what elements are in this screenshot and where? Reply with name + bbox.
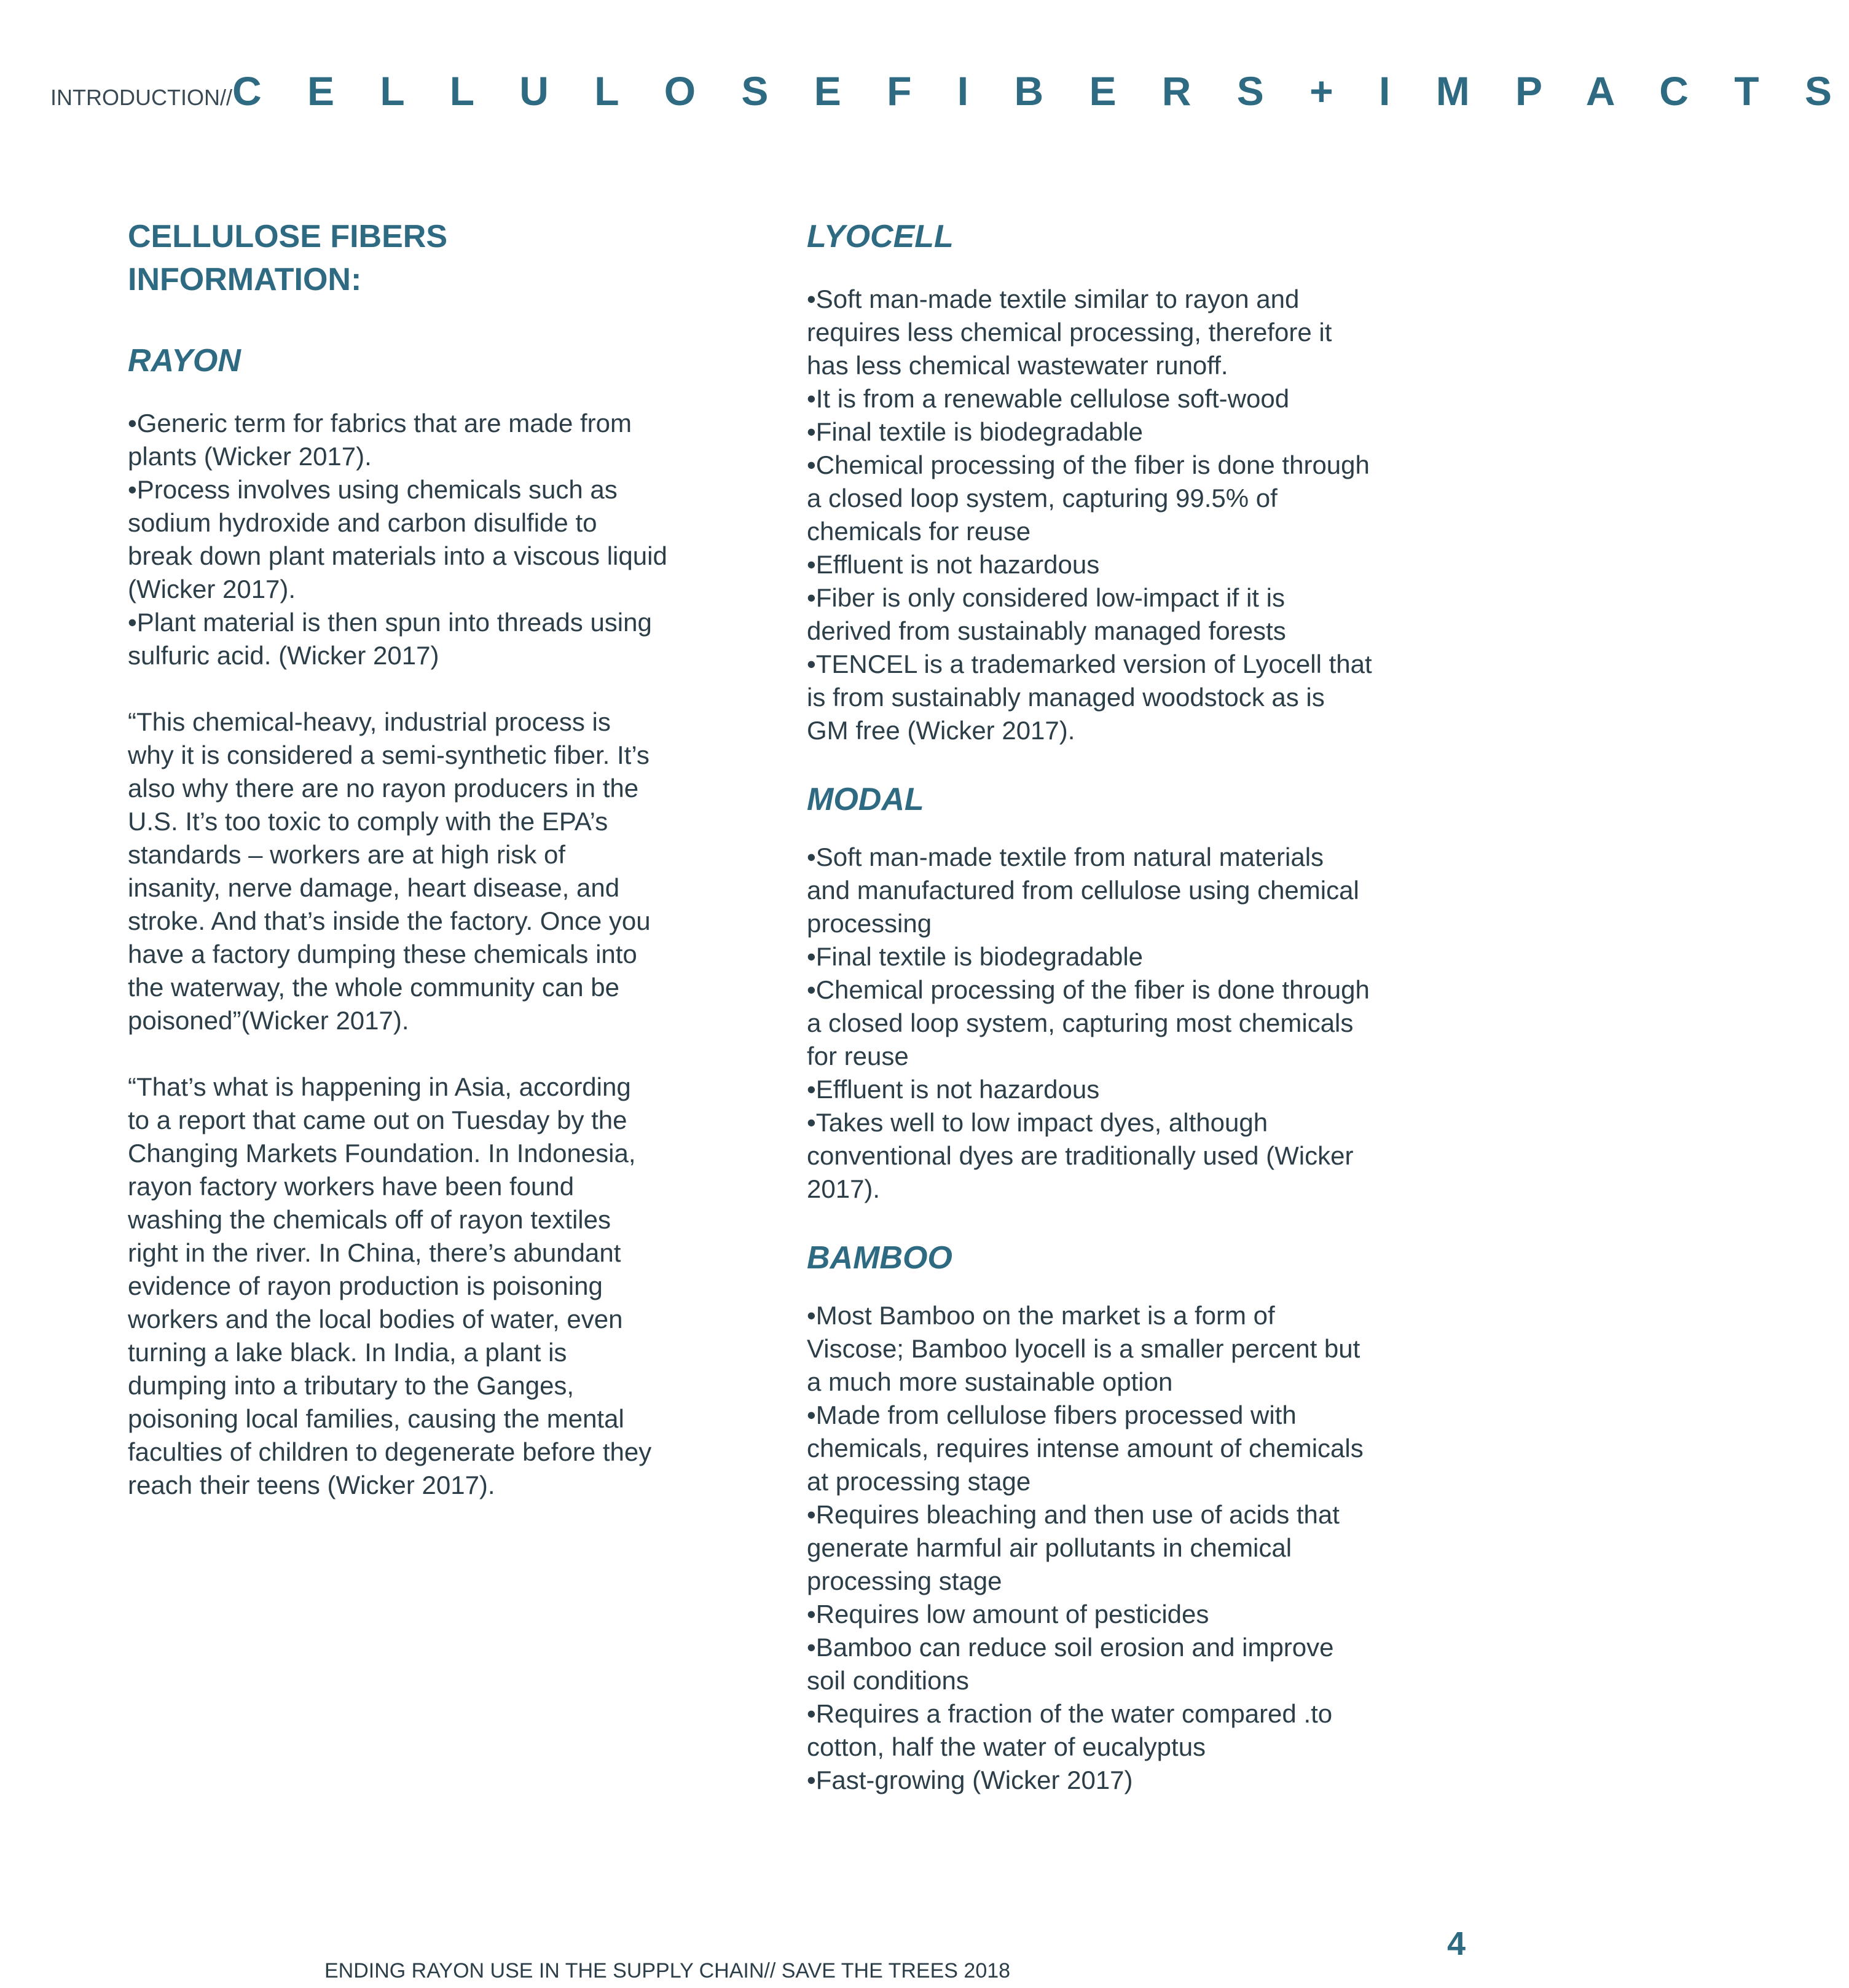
rayon-bullet: •Process involves using chemicals such as sodium hydroxide and carbon disulfide to break down plant materials into a viscous liquid (Wicker 2017).	[128, 475, 667, 603]
bamboo-bullet: •Requires low amount of pesticides	[807, 1600, 1209, 1629]
lyocell-bullet: •It is from a renewable cellulose soft-wood	[807, 384, 1290, 413]
lyocell-bullet: •TENCEL is a trademarked version of Lyocell that is from sustainably managed woodstock as is GM free (Wicker 2017).	[807, 650, 1372, 745]
page-footer: ENDING RAYON USE IN THE SUPPLY CHAIN// SAVE THE TREES 2018	[324, 1959, 1011, 1982]
left-column	[128, 215, 681, 1502]
rayon-quote-1: “This chemical-heavy, industrial process is why it is considered a semi-synthetic fiber. It’s also why there are no rayon producers in the U.S. It’s too toxic to comply with the EPA’s standards – workers are at high risk of insanity, nerve damage, heart disease, and stroke. And that’s inside the factory. Once you have a factory dumping these chemicals into the waterway, the whole community can be poisoned”(Wicker 2017).	[128, 707, 651, 1035]
header-prefix: INTRODUCTION//	[50, 85, 232, 110]
lyocell-bullet: •Soft man-made textile similar to rayon and requires less chemical processing, therefore it has less chemical wastewater runoff.	[807, 285, 1332, 380]
modal-bullet: •Chemical processing of the fiber is done through a closed loop system, capturing most chemicals for reuse	[807, 975, 1370, 1071]
bamboo-bullet: •Made from cellulose fibers processed with chemicals, requires intense amount of chemicals at processing stage	[807, 1401, 1364, 1496]
bamboo-bullets	[807, 1299, 1372, 1797]
main-heading: CELLULOSE FIBERS INFORMATION:	[128, 219, 448, 297]
page-header	[50, 68, 1849, 114]
rayon-bullet: •Plant material is then spun into threads using sulfuric acid. (Wicker 2017)	[128, 608, 652, 670]
lyocell-bullets	[807, 283, 1372, 747]
header-title: C E L L U L O S E F I B E R S + I M P A C T S	[232, 68, 1849, 114]
modal-bullet: •Final textile is biodegradable	[807, 942, 1144, 971]
rayon-quote-2: “That’s what is happening in Asia, according to a report that came out on Tuesday by the Changing Markets Foundation. In Indonesia, rayon factory workers have been found washing the chemicals off of rayon textiles right in the river. In China, there’s abundant evidence of rayon production is poisoning workers and the local bodies of water, even turning a lake black. In India, a plant is dumping into a tributary to the Ganges, poisoning local families, causing the mental faculties of children to degenerate before they reach their teens (Wicker 2017).	[128, 1072, 652, 1499]
rayon-bullets	[128, 407, 669, 672]
bamboo-bullet: •Fast-growing (Wicker 2017)	[807, 1766, 1133, 1794]
modal-bullet: •Effluent is not hazardous	[807, 1075, 1100, 1104]
bamboo-bullet: •Requires bleaching and then use of acids that generate harmful air pollutants in chemical processing stage	[807, 1500, 1340, 1595]
modal-bullet: •Takes well to low impact dyes, although conventional dyes are traditionally used (Wicker 2017).	[807, 1108, 1354, 1203]
modal-heading: MODAL	[807, 782, 924, 817]
lyocell-bullet: •Final textile is biodegradable	[807, 417, 1144, 446]
bamboo-heading: BAMBOO	[807, 1240, 952, 1276]
page-number: 4	[1447, 1925, 1466, 1962]
rayon-bullet: •Generic term for fabrics that are made from plants (Wicker 2017).	[128, 409, 632, 471]
lyocell-bullet: •Effluent is not hazardous	[807, 550, 1100, 579]
bamboo-bullet: •Requires a fraction of the water compared .to cotton, half the water of eucalyptus	[807, 1699, 1333, 1761]
lyocell-heading: LYOCELL	[807, 219, 954, 254]
modal-bullet: •Soft man-made textile from natural materials and manufactured from cellulose using chemical processing	[807, 843, 1359, 938]
bamboo-bullet: •Most Bamboo on the market is a form of Viscose; Bamboo lyocell is a smaller percent but a much more sustainable option	[807, 1301, 1360, 1396]
modal-bullets	[807, 841, 1372, 1206]
lyocell-bullet: •Chemical processing of the fiber is done through a closed loop system, capturing 99.5% of chemicals for reuse	[807, 450, 1370, 546]
bamboo-bullet: •Bamboo can reduce soil erosion and improve soil conditions	[807, 1633, 1334, 1695]
right-column	[807, 215, 1421, 1797]
lyocell-bullet: •Fiber is only considered low-impact if it is derived from sustainably managed forests	[807, 583, 1286, 645]
rayon-heading: RAYON	[128, 343, 241, 379]
